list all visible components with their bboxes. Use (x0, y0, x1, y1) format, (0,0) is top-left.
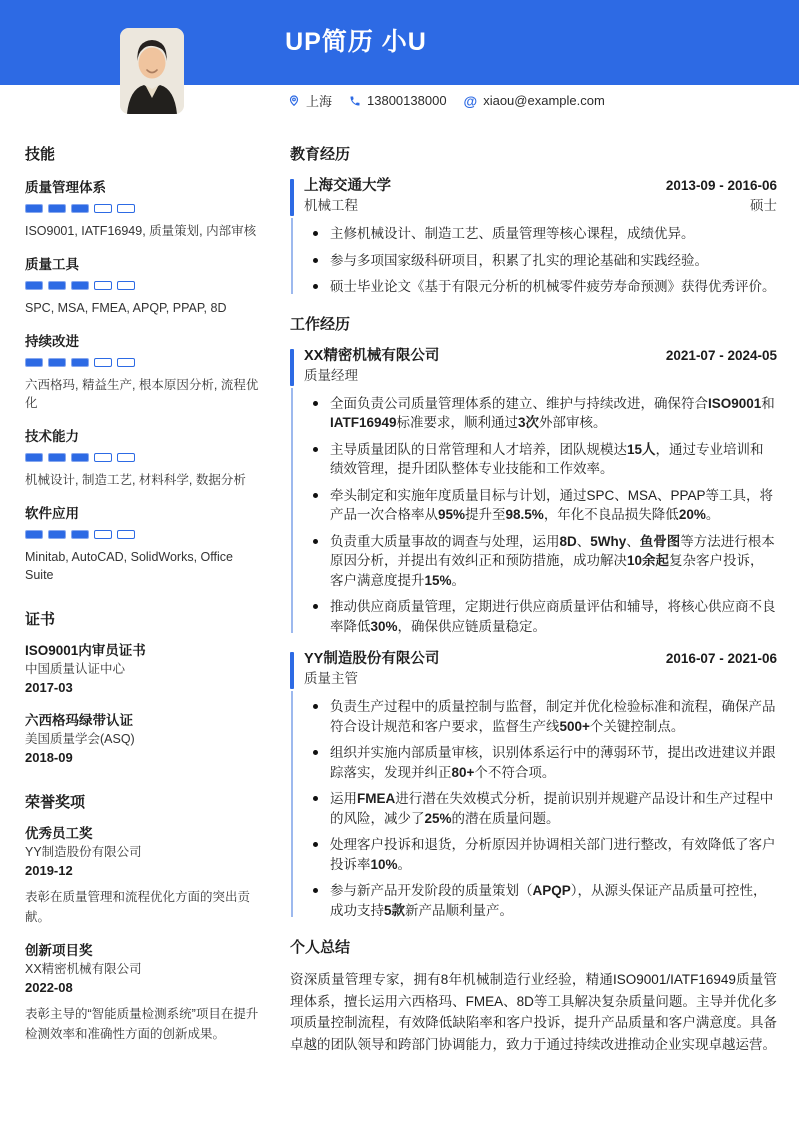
skill-level-bar (25, 204, 262, 213)
contact-row (288, 91, 605, 110)
avatar-illustration (120, 28, 184, 114)
profile-photo (120, 28, 184, 114)
skill-item (25, 502, 262, 584)
bullet-dot (313, 401, 318, 406)
entry-head-left (304, 346, 439, 385)
skill-item (25, 425, 262, 489)
skill-level-segment (117, 204, 135, 213)
bullet-item (304, 224, 777, 244)
bullet-item (304, 440, 777, 479)
skill-name: 质量管理体系 (25, 180, 106, 195)
work-dates: 2021-07 - 2024-05 (665, 347, 777, 363)
bullet-text: 硕士毕业论文《基于有限元分析的机械零件疲劳寿命预测》获得优秀评价。 (330, 279, 776, 294)
skill-level-segment (48, 453, 66, 462)
education-section (290, 143, 777, 297)
main-column (290, 143, 777, 1071)
education-section-title: 教育经历 (290, 146, 351, 163)
entry-head (304, 649, 777, 688)
bullet-text: 负责重大质量事故的调查与处理，运用8D、5Why、鱼骨图等方法进行根本原因分析，并提出有效纠正和预防措施，成功解决10余起复杂客户投诉，客户满意度提升15%。 (330, 533, 775, 588)
skill-desc: Minitab, AutoCAD, SolidWorks, Office Suite (25, 550, 233, 582)
bullet-dot (313, 888, 318, 893)
location-icon (288, 94, 300, 107)
skill-desc: SPC, MSA, FMEA, APQP, PPAP, 8D (25, 301, 227, 315)
company-name: YY制造股份有限公司 (304, 651, 440, 667)
work-dates: 2016-07 - 2021-06 (665, 651, 777, 666)
cert-date: 2018-09 (25, 750, 73, 765)
cert-org: 美国质量学会(ASQ) (25, 732, 135, 746)
award-name: 创新项目奖 (25, 943, 93, 958)
bullet-text: 参与多项国家级科研项目，积累了扎实的理论基础和实践经验。 (330, 252, 708, 268)
bullet-text: 负责生产过程中的质量控制与监督，制定并优化检验标准和流程，确保产品符合设计规范和客户要求，监督生产线500+个关键控制点。 (330, 699, 776, 734)
bullet-item (304, 251, 777, 271)
skill-level-segment (117, 453, 135, 462)
bullet-item (304, 743, 777, 782)
entry-head-right (666, 176, 777, 215)
skill-item (25, 253, 262, 317)
bullet-item (304, 486, 777, 525)
bullet-dot (313, 447, 318, 452)
cert-name: ISO9001内审员证书 (25, 643, 146, 658)
email-icon: @ (463, 92, 478, 109)
skill-level-segment (71, 358, 89, 367)
award-desc: 表彰主导的“智能质量检测系统”项目在提升检测效率和准确性方面的创新成果。 (25, 1007, 259, 1041)
bullet-dot (313, 704, 318, 709)
entry-head-left (304, 176, 391, 215)
skill-desc: 机械设计, 制造工艺, 材料科学, 数据分析 (25, 473, 246, 487)
sidebar (25, 143, 262, 1071)
award-org: XX精密机械有限公司 (25, 962, 142, 976)
skill-desc: ISO9001, IATF16949, 质量策划, 内部审核 (25, 224, 257, 238)
bullet-text: 推动供应商质量管理，定期进行供应商质量评估和辅导，将核心供应商不良率降低30%，确保供应链质量稳定。 (330, 599, 776, 634)
education-bullets (304, 224, 777, 297)
skill-level-segment (48, 281, 66, 290)
skill-level-segment (25, 281, 43, 290)
skill-level-segment (71, 453, 89, 462)
bullet-dot (313, 284, 318, 289)
skill-name: 持续改进 (25, 334, 79, 349)
bullet-text: 主修机械设计、制造工艺、质量管理等核心课程，成绩优异。 (330, 226, 695, 241)
skill-level-segment (71, 281, 89, 290)
bullet-dot (313, 842, 318, 847)
bullet-text: 牵头制定和实施年度质量目标与计划，通过SPC、MSA、PPAP等工具，将产品一次合格率从95%提升至98.5%，年化不良品损失降低20%。 (330, 487, 774, 522)
cert-item (25, 711, 262, 767)
skill-level-segment (71, 204, 89, 213)
awards-section (25, 791, 262, 1044)
skill-name: 技术能力 (25, 429, 79, 444)
award-date: 2022-08 (25, 980, 73, 995)
summary-section (290, 936, 777, 1055)
skill-level-segment (94, 281, 112, 290)
bullet-text: 运用FMEA进行潜在失效模式分析，提前识别并规避产品设计和生产过程中的风险，减少了25%的潜在质量问题。 (330, 791, 774, 826)
skill-level-segment (94, 530, 112, 539)
skill-level-segment (94, 204, 112, 213)
skill-level-segment (117, 281, 135, 290)
major-name: 机械工程 (304, 198, 358, 213)
bullet-item (304, 394, 777, 433)
bullet-dot (313, 604, 318, 609)
skill-level-segment (25, 204, 43, 213)
skill-name: 质量工具 (25, 257, 79, 272)
content-columns (0, 85, 799, 1071)
bullet-item (304, 532, 777, 591)
contact-phone (349, 93, 447, 108)
skill-name: 软件应用 (25, 506, 79, 521)
skill-level-segment (48, 530, 66, 539)
skill-level-segment (48, 358, 66, 367)
cert-date: 2017-03 (25, 680, 73, 695)
bullet-item (304, 277, 777, 297)
bullet-text: 参与新产品开发阶段的质量策划（APQP），从源头保证产品质量可控性，成功支持5款新产品顺利量产。 (330, 883, 767, 918)
bullet-dot (313, 258, 318, 263)
education-entry (290, 176, 777, 297)
bullet-item (304, 835, 777, 874)
skill-level-segment (94, 453, 112, 462)
cert-org: 中国质量认证中心 (25, 662, 126, 676)
phone-icon (349, 95, 361, 107)
skill-level-bar (25, 281, 262, 290)
education-dates: 2013-09 - 2016-06 (665, 178, 777, 193)
bullet-text: 主导质量团队的日常管理和人才培养，团队规模达15人，通过专业培训和绩效管理，提升团队整体专业技能和工作效率。 (330, 441, 764, 476)
certs-section-title: 证书 (25, 611, 56, 628)
contact-location-text: 上海 (306, 94, 333, 109)
award-item (25, 824, 262, 927)
work-bullets (304, 394, 777, 637)
skill-level-segment (117, 358, 135, 367)
award-item (25, 941, 262, 1044)
award-desc: 表彰在质量管理和流程优化方面的突出贡献。 (25, 890, 251, 924)
work-section-title: 工作经历 (290, 315, 351, 333)
cert-item (25, 641, 262, 697)
skill-item (25, 330, 262, 412)
contact-email-text: xiaou@example.com (483, 93, 605, 108)
work-entry (290, 346, 777, 637)
bullet-item (304, 697, 777, 736)
skill-level-bar (25, 453, 262, 462)
bullet-dot (313, 796, 318, 801)
skill-level-segment (25, 453, 43, 462)
skills-section-title: 技能 (25, 146, 56, 163)
skill-level-bar (25, 530, 262, 539)
job-role: 质量经理 (304, 367, 358, 383)
skill-level-segment (25, 530, 43, 539)
award-name: 优秀员工奖 (25, 826, 93, 841)
contact-email (464, 93, 605, 108)
bullet-item (304, 789, 777, 828)
work-section (290, 313, 777, 921)
skill-level-bar (25, 358, 262, 367)
award-org: YY制造股份有限公司 (25, 845, 142, 859)
certs-section (25, 608, 262, 767)
cert-name: 六西格玛绿带认证 (25, 713, 133, 728)
award-date: 2019-12 (25, 863, 73, 878)
bullet-dot (313, 539, 318, 544)
bullet-dot (313, 493, 318, 498)
entry-head-left (304, 649, 439, 688)
summary-section-title: 个人总结 (290, 939, 351, 956)
entry-head (304, 346, 777, 385)
summary-text: 资深质量管理专家，拥有8年机械制造行业经验，精通ISO9001/IATF16949质量管理体系，擅长运用六西格玛、FMEA、8D等工具解决复杂质量问题。主导并优化多项质量控制流程，有效降低缺陷率和客户投诉，提升产品质量和客户满意度。具备卓越的团队领导和跨部门协调能力，致力于通过持续改进推动企业实现卓越运营。 (290, 972, 777, 1052)
bullet-item (304, 881, 777, 920)
skill-level-segment (71, 530, 89, 539)
contact-location (288, 91, 332, 110)
bullet-text: 处理客户投诉和退货，分析原因并协调相关部门进行整改，有效降低了客户投诉率10%。 (330, 837, 776, 872)
awards-section-title: 荣誉奖项 (25, 794, 86, 811)
work-bullets (304, 697, 777, 920)
entry-head (304, 176, 777, 215)
work-entry (290, 649, 777, 920)
bullet-dot (313, 231, 318, 236)
education-degree: 硕士 (750, 198, 777, 213)
skill-level-segment (48, 204, 66, 213)
skill-level-segment (25, 358, 43, 367)
school-name: 上海交通大学 (304, 178, 391, 194)
contact-phone-text: 13800138000 (367, 93, 447, 108)
page-title: UP简历 小U (285, 28, 427, 56)
bullet-item (304, 597, 777, 636)
company-name: XX精密机械有限公司 (304, 347, 440, 364)
job-role: 质量主管 (304, 671, 358, 686)
skill-level-segment (117, 530, 135, 539)
bullet-text: 组织并实施内部质量审核，识别体系运行中的薄弱环节，提出改进建议并跟踪落实，发现并纠正80+个不符合项。 (330, 745, 776, 780)
bullet-dot (313, 750, 318, 755)
bullet-text: 全面负责公司质量管理体系的建立、维护与持续改进，确保符合ISO9001和IATF16949标准要求，顺利通过3次外部审核。 (330, 395, 775, 430)
skill-level-segment (94, 358, 112, 367)
skill-desc: 六西格玛, 精益生产, 根本原因分析, 流程优化 (25, 378, 259, 410)
skill-item (25, 176, 262, 240)
